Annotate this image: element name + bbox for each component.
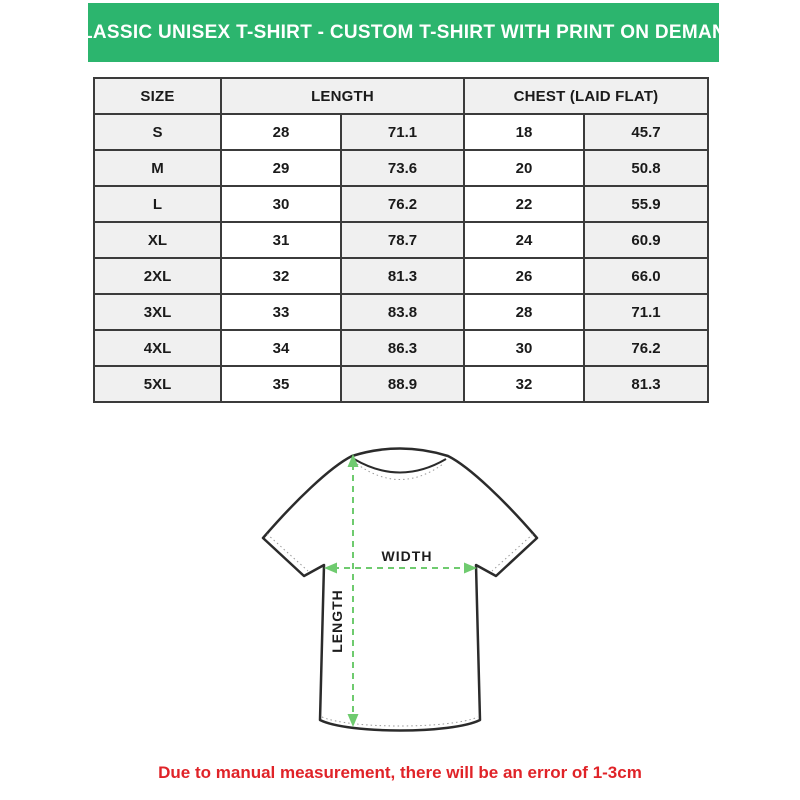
- length-in-cell: 32: [221, 258, 341, 294]
- table-row: [94, 330, 708, 366]
- measurement-disclaimer: Due to manual measurement, there will be an error of 1-3cm: [158, 763, 642, 782]
- size-cell: 3XL: [94, 294, 221, 330]
- length-cm-cell: 78.7: [341, 222, 464, 258]
- chest-in-cell: 24: [464, 222, 584, 258]
- column-header-chest: CHEST (LAID FLAT): [464, 78, 708, 114]
- length-in-cell: 31: [221, 222, 341, 258]
- table-row: [94, 222, 708, 258]
- tshirt-outline: [263, 449, 537, 731]
- length-cm-cell: 88.9: [341, 366, 464, 402]
- chest-in-cell: 20: [464, 150, 584, 186]
- chest-cm-cell: 60.9: [584, 222, 708, 258]
- chest-in-cell: 18: [464, 114, 584, 150]
- table-row: [94, 150, 708, 186]
- length-in-cell: 33: [221, 294, 341, 330]
- chest-in-cell: 30: [464, 330, 584, 366]
- chest-in-cell: 22: [464, 186, 584, 222]
- chest-in-cell: 26: [464, 258, 584, 294]
- page-title: CLASSIC UNISEX T-SHIRT - CUSTOM T-SHIRT WITH PRINT ON DEMAND: [66, 21, 741, 43]
- length-cm-cell: 83.8: [341, 294, 464, 330]
- title-banner: [66, 3, 741, 62]
- length-cm-cell: 71.1: [341, 114, 464, 150]
- length-cm-cell: 73.6: [341, 150, 464, 186]
- chest-cm-cell: 55.9: [584, 186, 708, 222]
- table-row: [94, 258, 708, 294]
- column-header-size: SIZE: [94, 78, 221, 114]
- length-arrow-label: LENGTH: [329, 589, 345, 653]
- size-cell: 4XL: [94, 330, 221, 366]
- chest-cm-cell: 50.8: [584, 150, 708, 186]
- table-header-row: [94, 78, 708, 114]
- size-cell: S: [94, 114, 221, 150]
- tshirt-measurement-diagram: [240, 430, 560, 750]
- size-cell: L: [94, 186, 221, 222]
- chest-cm-cell: 66.0: [584, 258, 708, 294]
- length-in-cell: 35: [221, 366, 341, 402]
- column-header-length: LENGTH: [221, 78, 464, 114]
- length-in-cell: 28: [221, 114, 341, 150]
- table-row: [94, 366, 708, 402]
- length-cm-cell: 76.2: [341, 186, 464, 222]
- length-in-cell: 29: [221, 150, 341, 186]
- chest-cm-cell: 45.7: [584, 114, 708, 150]
- width-arrow-label: WIDTH: [381, 548, 433, 564]
- size-cell: M: [94, 150, 221, 186]
- size-cell: 5XL: [94, 366, 221, 402]
- length-cm-cell: 81.3: [341, 258, 464, 294]
- table-row: [94, 294, 708, 330]
- table-row: [94, 186, 708, 222]
- chest-cm-cell: 76.2: [584, 330, 708, 366]
- size-chart-table: [93, 77, 709, 403]
- chest-in-cell: 28: [464, 294, 584, 330]
- length-in-cell: 30: [221, 186, 341, 222]
- size-cell: 2XL: [94, 258, 221, 294]
- length-in-cell: 34: [221, 330, 341, 366]
- chest-cm-cell: 81.3: [584, 366, 708, 402]
- table-row: [94, 114, 708, 150]
- size-cell: XL: [94, 222, 221, 258]
- length-cm-cell: 86.3: [341, 330, 464, 366]
- chest-cm-cell: 71.1: [584, 294, 708, 330]
- chest-in-cell: 32: [464, 366, 584, 402]
